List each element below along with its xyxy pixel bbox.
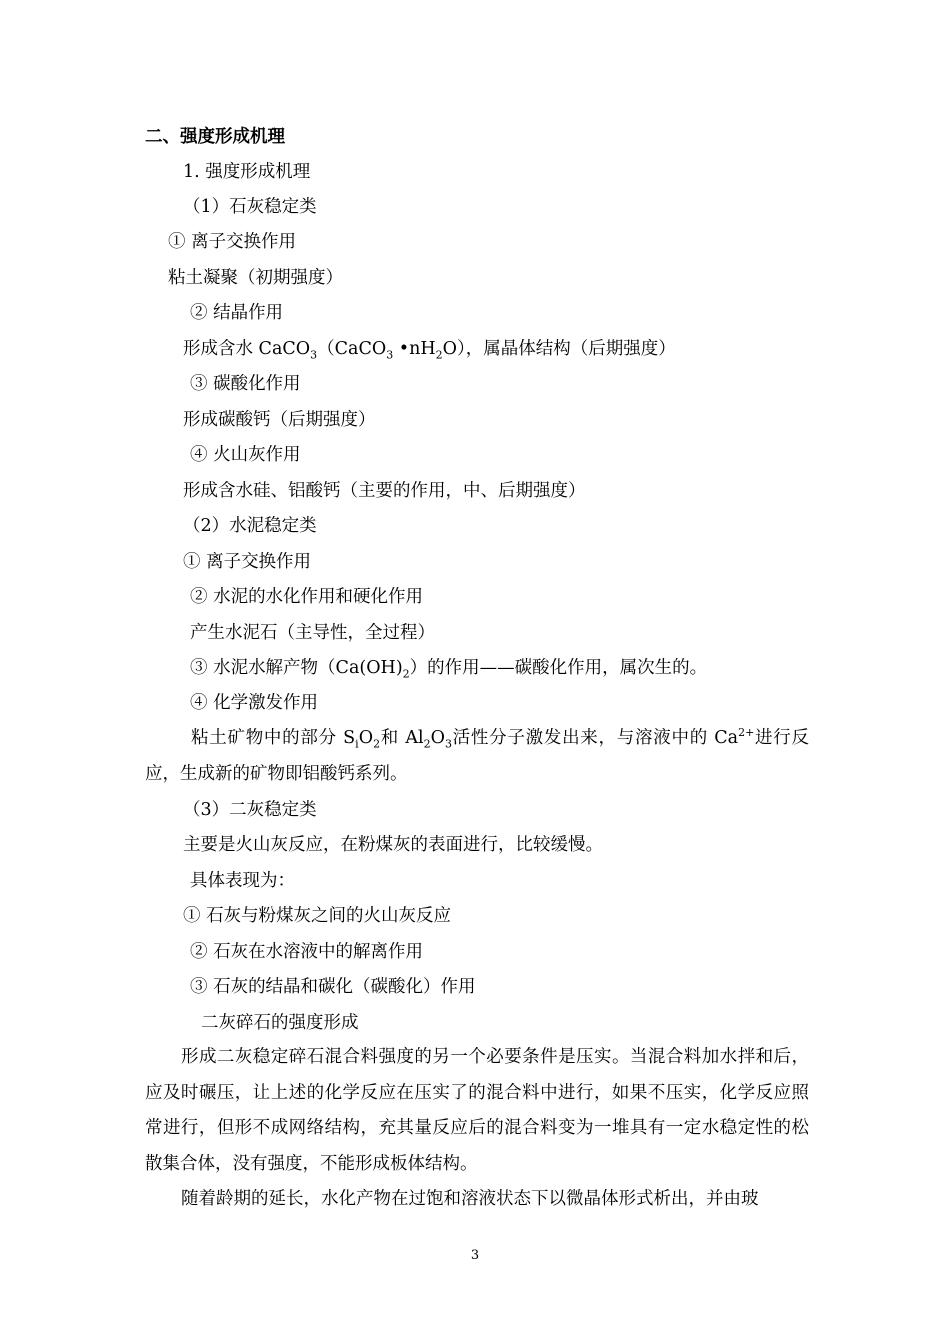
lime-carbonation-desc: 形成碳酸钙（后期强度） (183, 410, 376, 430)
twoash-paragraph-2: 随着龄期的延长，水化产物在过饱和溶液状态下以微晶体形式析出，并由玻 (181, 1189, 759, 1209)
cement-hydration: ② 水泥的水化作用和硬化作用 (190, 587, 424, 607)
twoash-specific: 具体表现为： (190, 871, 295, 891)
lime-pozzolanic: ④ 火山灰作用 (190, 445, 301, 465)
cement-hydrolysis: ③ 水泥水解产物$(Ca(OH)_2)$的作用——碳酸化作用，属次生的。 (190, 658, 708, 681)
twoash-gravel-heading: 二灰碎石的强度形成 (201, 1013, 359, 1033)
twoash-title: （3）二灰稳定类 (183, 800, 317, 820)
lime-pozzolanic-desc: 形成含水硅、铝酸钙（主要的作用，中、后期强度） (183, 481, 586, 501)
twoash-paragraph-1: 形成二灰稳定碎石混合料强度的另一个必要条件是压实。当混合料加水拌和后，应及时碾压，让上述的化学反应在压实了的混合料中进行，如果不压实，化学反应照常进行，但形不成网络结构，充其量反应后的混合料变为一堆具有一定水稳定性的松散集合体，没有强度，不能形成板体结构。 (145, 1047, 809, 1174)
cement-title: （2）水泥稳定类 (183, 516, 317, 536)
twoash-item-2: ② 石灰在水溶液中的解离作用 (190, 942, 424, 962)
cement-chemical: ④ 化学激发作用 (190, 693, 319, 713)
lime-carbonation: ③ 碳酸化作用 (190, 374, 301, 394)
twoash-item-1: ① 石灰与粉煤灰之间的火山灰反应 (183, 906, 452, 926)
lime-crystal-desc: 形成含水 CaCO$_3$（CaCO$_3$ $•nH_2O$），属晶体结构（后期强度） (183, 339, 676, 362)
twoash-main: 主要是火山灰反应，在粉煤灰的表面进行，比较缓慢。 (183, 835, 603, 855)
cement-ion-exchange: ① 离子交换作用 (183, 552, 312, 572)
lime-clay: 粘土凝聚（初期强度） (168, 268, 343, 288)
cement-chemical-paragraph: 粘土矿物中的部分 $S_iO_2$和 $Al_2O_3$活性分子激发出来，与溶液中的 $Ca^{2+}$进行反应，生成新的矿物即铝酸钙系列。 (145, 726, 809, 784)
lime-crystal: ② 结晶作用 (190, 303, 284, 323)
twoash-item-3: ③ 石灰的结晶和碳化（碳酸化）作用 (190, 977, 476, 997)
section-title: 二、强度形成机理 (145, 127, 285, 147)
lime-title: （1）石灰稳定类 (183, 197, 317, 217)
page-number: 3 (470, 1248, 480, 1263)
lime-ion-exchange: ① 离子交换作用 (168, 232, 297, 252)
heading-1: 1. 强度形成机理 (183, 162, 311, 182)
cement-hydration-desc: 产生水泥石（主导性，全过程） (190, 623, 435, 643)
